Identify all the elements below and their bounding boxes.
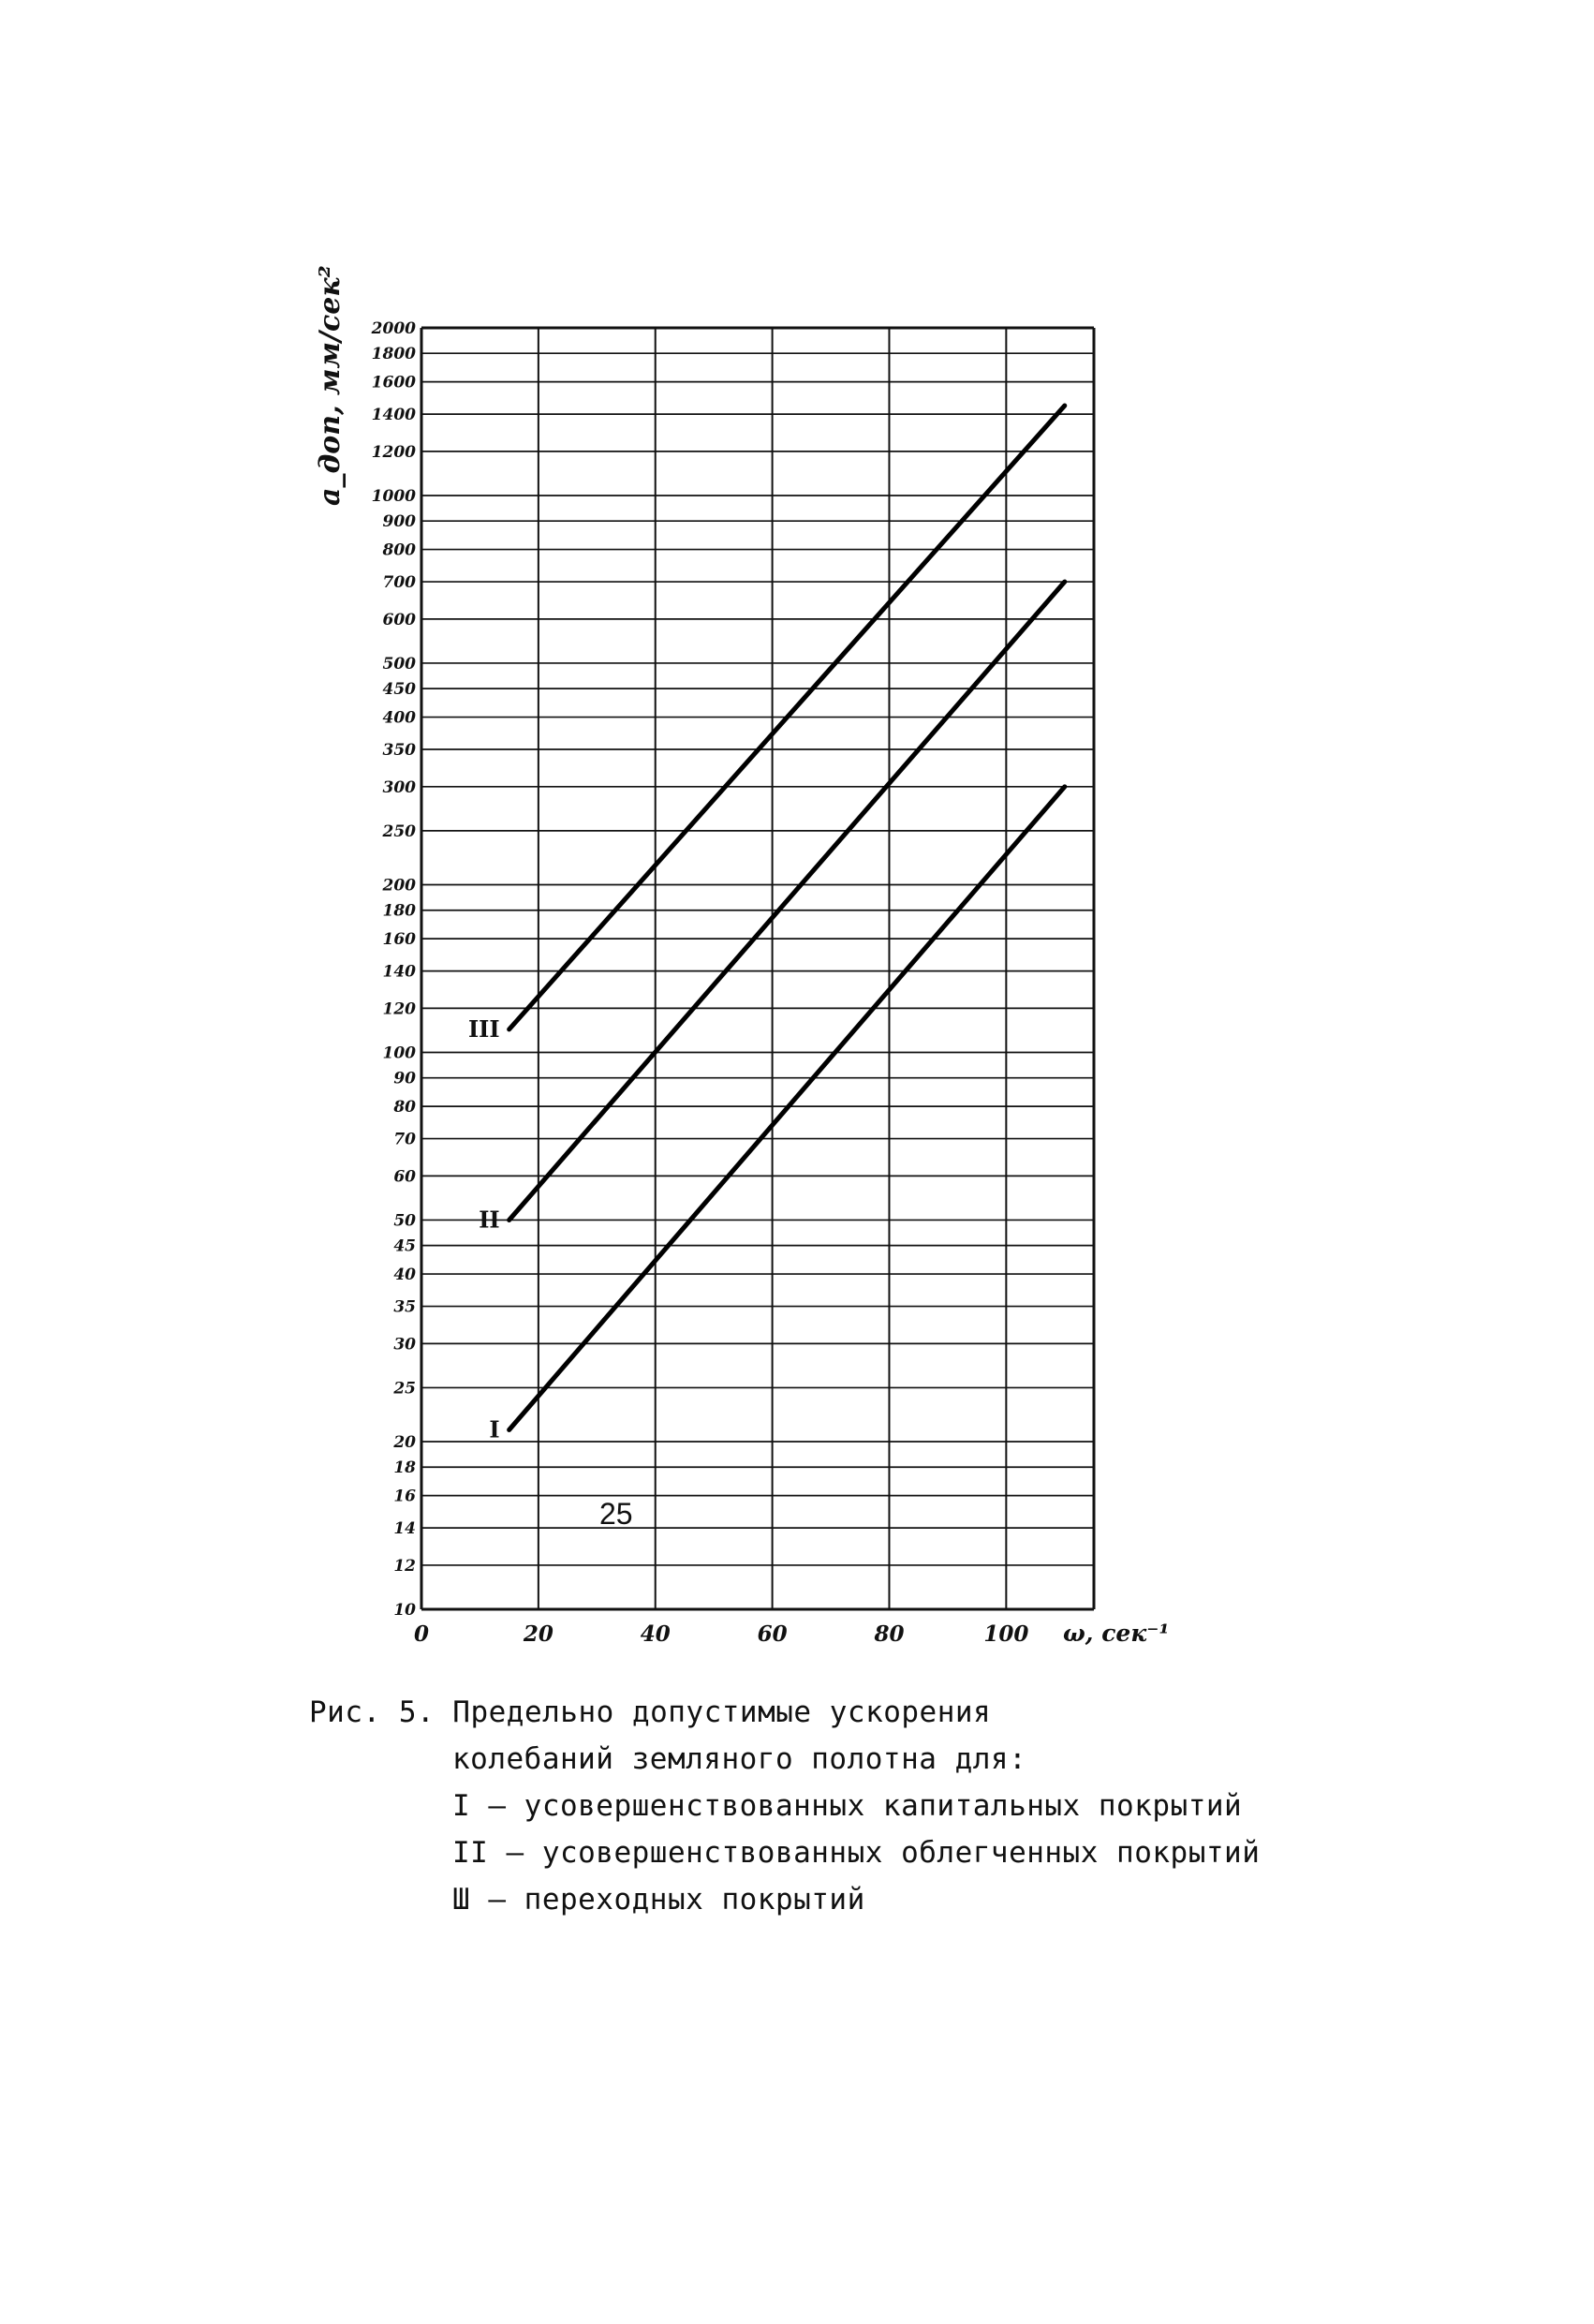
y-tick-label: 12 <box>393 1556 416 1576</box>
y-tick-label: 14 <box>393 1519 416 1539</box>
x-tick-label: 40 <box>640 1621 671 1647</box>
y-tick-label: 10 <box>393 1601 416 1620</box>
y-tick-label: 180 <box>382 901 416 921</box>
series-line-1 <box>509 787 1065 1430</box>
x-tick-label: 20 <box>523 1621 553 1647</box>
series-label-2: II <box>479 1206 500 1234</box>
y-tick-label: 900 <box>382 512 416 532</box>
x-tick-label: 80 <box>874 1621 905 1647</box>
y-tick-label: 20 <box>393 1433 416 1453</box>
y-tick-label: 25 <box>393 1379 416 1399</box>
y-tick-label: 70 <box>393 1130 416 1149</box>
x-tick-label: 60 <box>757 1621 788 1647</box>
y-tick-label: 140 <box>382 962 416 982</box>
y-tick-label: 1000 <box>371 486 416 506</box>
y-tick-label: 700 <box>382 573 416 593</box>
y-tick-label: 1800 <box>371 345 416 364</box>
y-tick-label: 1200 <box>371 442 416 462</box>
y-tick-label: 2000 <box>371 319 416 338</box>
y-tick-label: 60 <box>393 1167 416 1187</box>
series-line-2 <box>509 582 1065 1220</box>
y-tick-label: 90 <box>393 1069 416 1088</box>
y-tick-label: 45 <box>393 1236 416 1256</box>
x-tick-label: 0 <box>413 1621 430 1647</box>
y-axis-label: a_доп, мм/сек² <box>314 265 347 506</box>
y-tick-label: 1600 <box>371 373 416 392</box>
y-tick-label: 160 <box>382 930 416 950</box>
x-axis-label: ω, сек⁻¹ <box>1063 1620 1170 1647</box>
y-tick-label: 250 <box>382 822 416 841</box>
y-tick-label: 120 <box>382 999 416 1019</box>
y-tick-label: 1400 <box>371 406 416 425</box>
x-tick-label: 100 <box>983 1621 1029 1647</box>
y-tick-label: 400 <box>382 708 416 728</box>
y-tick-label: 300 <box>382 777 416 797</box>
caption-title-line2: колебаний земляного полотна для: <box>452 1742 1027 1776</box>
caption-item-3: Ш – переходных покрытий <box>452 1883 865 1917</box>
y-tick-label: 40 <box>393 1266 416 1285</box>
y-tick-label: 800 <box>382 540 416 560</box>
y-tick-label: 50 <box>393 1211 416 1231</box>
y-tick-label: 35 <box>393 1297 416 1317</box>
caption-item-2: II – усовершенствованных облегченных покрытий <box>452 1836 1261 1870</box>
series-label-3: III <box>467 1014 500 1043</box>
page-number: 25 <box>599 1497 633 1531</box>
y-tick-label: 18 <box>393 1458 416 1478</box>
series-labels <box>468 1015 500 1443</box>
y-tick-label: 80 <box>393 1098 416 1118</box>
y-tick-label: 30 <box>393 1335 416 1354</box>
series-label-1: I <box>489 1415 500 1443</box>
y-tick-label: 100 <box>382 1044 416 1063</box>
caption-title-line1: Рис. 5. Предельно допустимые ускорения <box>309 1695 992 1729</box>
y-tick-label: 450 <box>382 680 416 700</box>
y-tick-label: 500 <box>382 654 416 674</box>
y-tick-label: 600 <box>382 610 416 629</box>
series-lines <box>509 406 1065 1429</box>
y-tick-label: 16 <box>393 1487 416 1506</box>
y-tick-label: 350 <box>382 741 416 761</box>
y-tick-label: 200 <box>382 876 416 896</box>
tick-labels <box>371 319 1029 1647</box>
caption-item-1: I – усовершенствованных капитальных покрытий <box>452 1789 1243 1823</box>
